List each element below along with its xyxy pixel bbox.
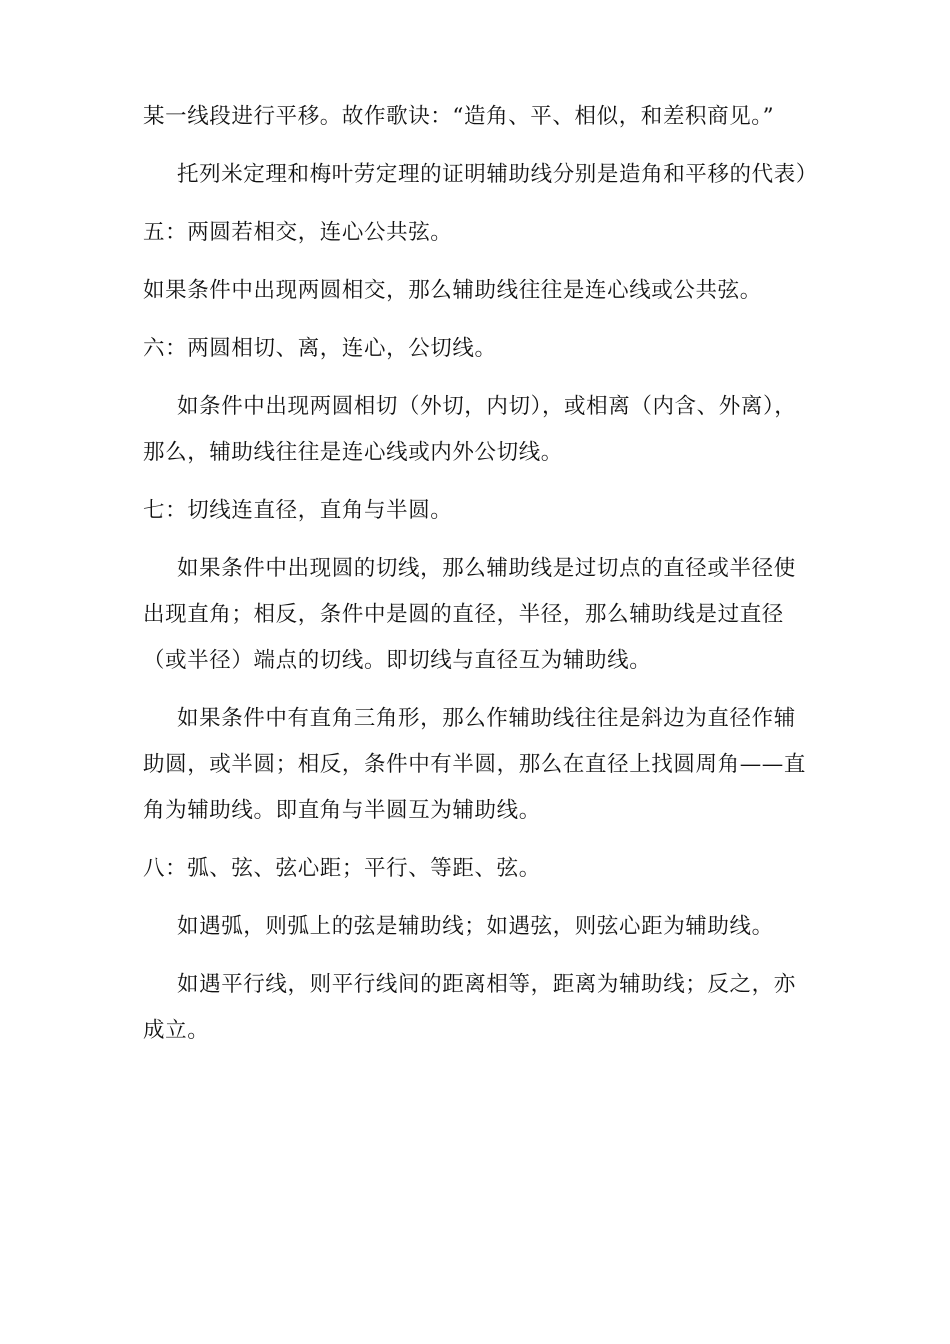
paragraph-gap — [143, 476, 815, 488]
heading-rule-eight: 八：弧、弦、弦心距；平行、等距、弦。 — [143, 856, 541, 881]
paragraph-intersecting-circles: 如果条件中出现两圆相交，那么辅助线往往是连心线或公共弦。 — [143, 278, 762, 303]
paragraph-ptolemy-menelaus: 托列米定理和梅叶劳定理的证明辅助线分别是造角和平移的代表） — [177, 162, 818, 187]
paragraph-tangent-diameter: 如果条件中出现圆的切线，那么辅助线是过切点的直径或半径使出现直角；相反，条件中是圆的直径，半径，那么辅助线是过直径（或半径）端点的切线。即切线与直径互为辅助线。 — [143, 556, 796, 673]
paragraph-gap — [143, 684, 815, 696]
paragraph-gap — [143, 892, 815, 904]
paragraph-gap — [143, 534, 815, 546]
paragraph-translation-intro: 某一线段进行平移。故作歌诀：“造角、平、相似，和差积商见。” — [143, 104, 775, 129]
paragraph-arc-chord: 如遇弧，则弧上的弦是辅助线；如遇弦，则弦心距为辅助线。 — [177, 914, 774, 939]
paragraph-gap — [143, 372, 815, 384]
heading-rule-five: 五：两圆若相交，连心公共弦。 — [143, 220, 453, 245]
paragraph-gap — [143, 256, 815, 268]
paragraph-gap — [143, 198, 815, 210]
paragraph-parallel-lines: 如遇平行线，则平行线间的距离相等，距离为辅助线；反之，亦成立。 — [143, 972, 796, 1043]
document-body — [143, 94, 818, 1054]
paragraph-gap — [143, 140, 815, 152]
paragraph-gap — [143, 950, 815, 962]
paragraph-gap — [143, 834, 815, 846]
paragraph-right-angle-semicircle: 如果条件中有直角三角形，那么作辅助线往往是斜边为直径作辅助圆，或半圆；相反，条件中有半圆，那么在直径上找圆周角——直角为辅助线。即直角与半圆互为辅助线。 — [143, 706, 807, 823]
heading-rule-seven: 七：切线连直径，直角与半圆。 — [143, 498, 453, 523]
paragraph-tangent-circles: 如条件中出现两圆相切（外切，内切），或相离（内含、外离），那么，辅助线往往是连心线或内外公切线。 — [143, 394, 797, 465]
heading-rule-six: 六：两圆相切、离，连心，公切线。 — [143, 336, 497, 361]
paragraph-gap — [143, 314, 815, 326]
